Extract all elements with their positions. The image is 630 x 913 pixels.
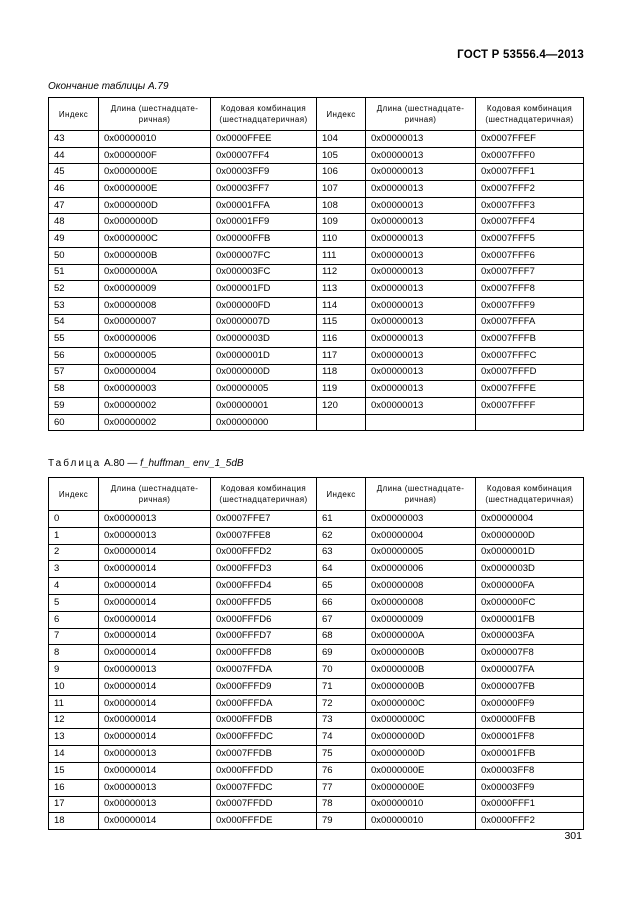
table-cell: 0x00000014 xyxy=(99,594,211,611)
table-cell: 79 xyxy=(317,813,366,830)
table-cell: 0x00000013 xyxy=(366,297,476,314)
table-cell: 0x000000FA xyxy=(476,578,584,595)
table-cell: 0x000007F8 xyxy=(476,645,584,662)
table-cell: 0x0000000F xyxy=(99,147,211,164)
table-cell: 65 xyxy=(317,578,366,595)
table-cell: 0x00000FF9 xyxy=(476,695,584,712)
table-cell: 0x0007FFFD xyxy=(476,364,584,381)
table-cell: 45 xyxy=(49,164,99,181)
table-cell: 17 xyxy=(49,796,99,813)
table-cell: 0x00001FF9 xyxy=(211,214,317,231)
table-cell: 0x0007FFFB xyxy=(476,331,584,348)
table-cell: 0x0007FFDC xyxy=(211,779,317,796)
table-cell: 0x00000014 xyxy=(99,561,211,578)
table-cell: 0x0000000D xyxy=(211,364,317,381)
table-cell: 0x0007FFF1 xyxy=(476,164,584,181)
table-cell: 0x00000013 xyxy=(366,247,476,264)
table-cell: 0x00000013 xyxy=(366,364,476,381)
table-cell: 0x0007FFF0 xyxy=(476,147,584,164)
table-cell: 117 xyxy=(317,347,366,364)
table-cell: 0x0000000D xyxy=(476,527,584,544)
table-cell: 16 xyxy=(49,779,99,796)
table-cell: 0x00000013 xyxy=(366,314,476,331)
table-row xyxy=(49,414,584,431)
table-cell: 0x0000FFEE xyxy=(211,131,317,148)
table-cell: 6 xyxy=(49,611,99,628)
table-cell: 7 xyxy=(49,628,99,645)
table-cell: 0x00000014 xyxy=(99,544,211,561)
table-cell: 0x000FFFD9 xyxy=(211,678,317,695)
table-cell: 0x0007FFF9 xyxy=(476,297,584,314)
table-cell: 0x0007FFF8 xyxy=(476,281,584,298)
table-cell: 0x0000003D xyxy=(476,561,584,578)
table-cell: 0x000FFFDD xyxy=(211,762,317,779)
table-cell: 0x00000003 xyxy=(99,381,211,398)
table-cell: 0x0007FFF6 xyxy=(476,247,584,264)
table-cell: 0x00000002 xyxy=(99,414,211,431)
table-cell: 0x0007FFFC xyxy=(476,347,584,364)
col-header-length: Длина (шестнадцате-ричная) xyxy=(99,478,211,511)
table-cell: 0x000FFFDA xyxy=(211,695,317,712)
table-cell: 0x000003FA xyxy=(476,628,584,645)
table-cell: 0x00000013 xyxy=(99,511,211,528)
table-cell: 0x0000000B xyxy=(366,662,476,679)
table-cell: 8 xyxy=(49,645,99,662)
table-cell: 0x0000000D xyxy=(99,214,211,231)
table-a80 xyxy=(48,477,584,830)
table-cell: 116 xyxy=(317,331,366,348)
table-cell: 75 xyxy=(317,746,366,763)
table-cell: 0x0007FFDD xyxy=(211,796,317,813)
table-cell: 0x000007FB xyxy=(476,678,584,695)
table-cell: 48 xyxy=(49,214,99,231)
table-cell: 108 xyxy=(317,197,366,214)
table-cell: 0x00000004 xyxy=(476,511,584,528)
table-cell: 105 xyxy=(317,147,366,164)
col-header-index: Индекс xyxy=(317,98,366,131)
table-cell: 0x0000000C xyxy=(99,231,211,248)
table-cell: 1 xyxy=(49,527,99,544)
table-row xyxy=(49,347,584,364)
table-cell: 0x0007FFF3 xyxy=(476,197,584,214)
table-cell: 60 xyxy=(49,414,99,431)
table-cell xyxy=(476,414,584,431)
table-row xyxy=(49,746,584,763)
table-cell: 0x00000013 xyxy=(366,331,476,348)
table-row xyxy=(49,364,584,381)
standard-header: ГОСТ Р 53556.4—2013 xyxy=(457,49,584,61)
table-cell: 5 xyxy=(49,594,99,611)
table-cell: 0x0007FFE7 xyxy=(211,511,317,528)
col-header-index: Индекс xyxy=(49,98,99,131)
table-cell: 106 xyxy=(317,164,366,181)
table-cell: 0x00003FF8 xyxy=(476,762,584,779)
table-cell: 11 xyxy=(49,695,99,712)
table-row xyxy=(49,729,584,746)
col-header-code: Кодовая комбинация (шестнадцатеричная) xyxy=(476,98,584,131)
table-a79-end xyxy=(48,97,584,431)
col-header-index: Индекс xyxy=(49,478,99,511)
table-cell: 0x0000000D xyxy=(366,746,476,763)
table-row xyxy=(49,181,584,198)
table-row xyxy=(49,297,584,314)
table-cell: 0x000FFFD6 xyxy=(211,611,317,628)
table-row xyxy=(49,678,584,695)
col-header-code: Кодовая комбинация (шестнадцатеричная) xyxy=(476,478,584,511)
table-cell: 0x00000005 xyxy=(366,544,476,561)
table-row xyxy=(49,544,584,561)
table-row xyxy=(49,527,584,544)
table-cell: 0x00000008 xyxy=(366,578,476,595)
table-row xyxy=(49,561,584,578)
table-row xyxy=(49,164,584,181)
table-cell: 0x00000014 xyxy=(99,729,211,746)
table-cell: 0x00003FF9 xyxy=(476,779,584,796)
table-cell: 15 xyxy=(49,762,99,779)
table-cell: 104 xyxy=(317,131,366,148)
table-cell: 50 xyxy=(49,247,99,264)
table-cell: 53 xyxy=(49,297,99,314)
table-cell: 0x00000013 xyxy=(366,147,476,164)
table-row xyxy=(49,813,584,830)
table-cell: 0x00000010 xyxy=(366,813,476,830)
table-cell: 0x0000000C xyxy=(366,695,476,712)
table-row xyxy=(49,594,584,611)
table-cell: 0x0000000C xyxy=(366,712,476,729)
table-cell: 0x0000000B xyxy=(366,678,476,695)
table-cell: 0x00000014 xyxy=(99,645,211,662)
table-cell: 0x000003FC xyxy=(211,264,317,281)
table-row xyxy=(49,281,584,298)
col-header-code: Кодовая комбинация (шестнадцатеричная) xyxy=(211,98,317,131)
table-cell: 0x0007FFF7 xyxy=(476,264,584,281)
table-cell: 115 xyxy=(317,314,366,331)
table-cell: 0x000000FC xyxy=(476,594,584,611)
table-row xyxy=(49,578,584,595)
table-cell: 2 xyxy=(49,544,99,561)
table-cell: 110 xyxy=(317,231,366,248)
table1-caption: Окончание таблицы А.79 xyxy=(48,81,169,92)
table-cell: 0x00000004 xyxy=(366,527,476,544)
table-cell: 0x0000000A xyxy=(366,628,476,645)
table-cell: 0x00000013 xyxy=(366,398,476,415)
table-cell: 0x0000001D xyxy=(211,347,317,364)
table-cell: 0x0007FFFA xyxy=(476,314,584,331)
table-cell: 0x00000006 xyxy=(99,331,211,348)
table-row xyxy=(49,611,584,628)
table-cell: 13 xyxy=(49,729,99,746)
table-cell: 0x000FFFDC xyxy=(211,729,317,746)
table-cell: 0x00000010 xyxy=(366,796,476,813)
page-number: 301 xyxy=(564,830,582,842)
table-cell: 112 xyxy=(317,264,366,281)
table-cell: 0x00000013 xyxy=(99,527,211,544)
table-cell: 0x00000013 xyxy=(366,281,476,298)
table-cell: 46 xyxy=(49,181,99,198)
table-cell: 0x00000006 xyxy=(366,561,476,578)
table-cell: 71 xyxy=(317,678,366,695)
table-cell: 111 xyxy=(317,247,366,264)
table-row xyxy=(49,264,584,281)
table-cell: 0x00000014 xyxy=(99,578,211,595)
table-cell: 74 xyxy=(317,729,366,746)
table-cell: 0x0007FFFF xyxy=(476,398,584,415)
table-cell: 0x000007FC xyxy=(211,247,317,264)
table-cell: 0x00000014 xyxy=(99,813,211,830)
table-cell: 44 xyxy=(49,147,99,164)
table-cell xyxy=(317,414,366,431)
table-cell: 54 xyxy=(49,314,99,331)
table-cell: 0x00000010 xyxy=(99,131,211,148)
table-cell: 0x000FFFD4 xyxy=(211,578,317,595)
table-cell: 62 xyxy=(317,527,366,544)
table-cell: 0x00000013 xyxy=(366,231,476,248)
table-cell: 63 xyxy=(317,544,366,561)
table-cell: 109 xyxy=(317,214,366,231)
table-cell: 0x000001FB xyxy=(476,611,584,628)
table-cell: 68 xyxy=(317,628,366,645)
table-cell: 0x00000002 xyxy=(99,398,211,415)
table-cell: 64 xyxy=(317,561,366,578)
table-cell: 72 xyxy=(317,695,366,712)
table-cell: 0x00000013 xyxy=(366,197,476,214)
table-cell: 0x0000000E xyxy=(99,164,211,181)
table-cell: 51 xyxy=(49,264,99,281)
table-cell: 66 xyxy=(317,594,366,611)
table-cell: 0x0000FFF1 xyxy=(476,796,584,813)
table-cell: 0x00000014 xyxy=(99,695,211,712)
table-row xyxy=(49,511,584,528)
table-cell: 0x00000009 xyxy=(366,611,476,628)
table-row xyxy=(49,645,584,662)
table-cell: 0x0007FFDB xyxy=(211,746,317,763)
table-cell: 59 xyxy=(49,398,99,415)
table-cell: 118 xyxy=(317,364,366,381)
table-cell: 113 xyxy=(317,281,366,298)
table-cell: 49 xyxy=(49,231,99,248)
table-row xyxy=(49,314,584,331)
table-cell: 0x00000013 xyxy=(366,381,476,398)
table-cell: 0x00000013 xyxy=(366,264,476,281)
table-cell: 0x00000013 xyxy=(99,779,211,796)
table-cell: 4 xyxy=(49,578,99,595)
col-header-length: Длина (шестнадцате-ричная) xyxy=(366,98,476,131)
table-cell: 0x00000013 xyxy=(366,131,476,148)
table-cell: 69 xyxy=(317,645,366,662)
table-cell: 0x00000013 xyxy=(366,181,476,198)
table-cell: 9 xyxy=(49,662,99,679)
table-row xyxy=(49,762,584,779)
table-cell: 56 xyxy=(49,347,99,364)
table-cell: 120 xyxy=(317,398,366,415)
table2-header-row xyxy=(49,478,584,511)
table-cell: 0x0000000B xyxy=(366,645,476,662)
table-cell: 0x00000013 xyxy=(366,214,476,231)
table-cell: 0x00003FF7 xyxy=(211,181,317,198)
table-cell: 0x0000007D xyxy=(211,314,317,331)
table2-caption-prefix: Таблица xyxy=(48,458,102,469)
table-cell: 0x000FFFDE xyxy=(211,813,317,830)
table-cell: 73 xyxy=(317,712,366,729)
table-cell: 0x0000FFF2 xyxy=(476,813,584,830)
table2-caption-name: f_huffman_ env_1_5dB xyxy=(140,458,244,469)
table-cell: 119 xyxy=(317,381,366,398)
table-cell: 57 xyxy=(49,364,99,381)
table-cell: 43 xyxy=(49,131,99,148)
table-cell: 0x00000009 xyxy=(99,281,211,298)
table-cell: 61 xyxy=(317,511,366,528)
table-cell: 0x0000000E xyxy=(366,762,476,779)
table-row xyxy=(49,147,584,164)
table-cell: 0x00000001 xyxy=(211,398,317,415)
table-row xyxy=(49,695,584,712)
table-row xyxy=(49,331,584,348)
table-row xyxy=(49,779,584,796)
col-header-code: Кодовая комбинация (шестнадцатеричная) xyxy=(211,478,317,511)
table-cell: 70 xyxy=(317,662,366,679)
table-cell: 0x00000007 xyxy=(99,314,211,331)
table-cell: 0x0007FFE8 xyxy=(211,527,317,544)
table-cell: 78 xyxy=(317,796,366,813)
table-cell: 0x00000003 xyxy=(366,511,476,528)
table-cell: 10 xyxy=(49,678,99,695)
table-row xyxy=(49,214,584,231)
table-cell: 0x000FFFD2 xyxy=(211,544,317,561)
table-row xyxy=(49,247,584,264)
table-cell: 0x00000005 xyxy=(99,347,211,364)
table-cell: 0x00000008 xyxy=(99,297,211,314)
table-cell: 0 xyxy=(49,511,99,528)
table-cell: 0x00000FFB xyxy=(476,712,584,729)
table-cell: 0x0000000B xyxy=(99,247,211,264)
table-cell: 0x000007FA xyxy=(476,662,584,679)
table-cell: 0x00000014 xyxy=(99,712,211,729)
table-cell: 0x000FFFD8 xyxy=(211,645,317,662)
table-cell: 52 xyxy=(49,281,99,298)
table-cell: 18 xyxy=(49,813,99,830)
table-cell: 0x000FFFD5 xyxy=(211,594,317,611)
table-cell: 0x00001FF8 xyxy=(476,729,584,746)
table-cell: 0x00000013 xyxy=(366,347,476,364)
table-cell: 0x000FFFDB xyxy=(211,712,317,729)
table-row xyxy=(49,381,584,398)
table-row xyxy=(49,628,584,645)
table-cell: 0x0000000E xyxy=(366,779,476,796)
table-cell: 114 xyxy=(317,297,366,314)
table-cell: 76 xyxy=(317,762,366,779)
table-row xyxy=(49,131,584,148)
table-cell: 0x0000001D xyxy=(476,544,584,561)
table-cell xyxy=(366,414,476,431)
table-cell: 0x00000008 xyxy=(366,594,476,611)
table-cell: 0x00000013 xyxy=(99,796,211,813)
table-cell: 0x0000003D xyxy=(211,331,317,348)
table-cell: 0x0000000E xyxy=(99,181,211,198)
table1-header-row xyxy=(49,98,584,131)
table-cell: 0x000000FD xyxy=(211,297,317,314)
table-cell: 0x0007FFF2 xyxy=(476,181,584,198)
table-cell: 0x00000014 xyxy=(99,611,211,628)
table-cell: 0x0000000D xyxy=(99,197,211,214)
table-cell: 14 xyxy=(49,746,99,763)
table-cell: 0x00000014 xyxy=(99,762,211,779)
table-cell: 0x0007FFEF xyxy=(476,131,584,148)
table-row xyxy=(49,796,584,813)
table-cell: 58 xyxy=(49,381,99,398)
table-cell: 0x00000014 xyxy=(99,628,211,645)
table-cell: 0x0007FFF4 xyxy=(476,214,584,231)
table-row xyxy=(49,712,584,729)
table-cell: 0x0007FFF5 xyxy=(476,231,584,248)
col-header-length: Длина (шестнадцате-ричная) xyxy=(99,98,211,131)
table-cell: 0x0000000A xyxy=(99,264,211,281)
table-cell: 0x00003FF9 xyxy=(211,164,317,181)
table-cell: 47 xyxy=(49,197,99,214)
table-cell: 0x000001FD xyxy=(211,281,317,298)
table-cell: 0x00000013 xyxy=(366,164,476,181)
table-cell: 0x0007FFFE xyxy=(476,381,584,398)
table-cell: 0x00001FFA xyxy=(211,197,317,214)
table-cell: 3 xyxy=(49,561,99,578)
table-cell: 0x00007FF4 xyxy=(211,147,317,164)
table-cell: 0x00000005 xyxy=(211,381,317,398)
table-cell: 0x00000000 xyxy=(211,414,317,431)
col-header-length: Длина (шестнадцате-ричная) xyxy=(366,478,476,511)
table2-caption xyxy=(48,458,244,469)
table-cell: 12 xyxy=(49,712,99,729)
table-row xyxy=(49,662,584,679)
table-row xyxy=(49,398,584,415)
table-cell: 0x0000000D xyxy=(366,729,476,746)
table-cell: 0x000FFFD7 xyxy=(211,628,317,645)
table-row xyxy=(49,231,584,248)
table-cell: 0x0007FFDA xyxy=(211,662,317,679)
table-cell: 0x00000FFB xyxy=(211,231,317,248)
table-row xyxy=(49,197,584,214)
col-header-index: Индекс xyxy=(317,478,366,511)
table-cell: 0x00000014 xyxy=(99,678,211,695)
table-cell: 0x00001FFB xyxy=(476,746,584,763)
table2-caption-number: А.80 — xyxy=(104,458,138,469)
table-cell: 67 xyxy=(317,611,366,628)
table-cell: 107 xyxy=(317,181,366,198)
table-cell: 0x00000013 xyxy=(99,746,211,763)
table-cell: 77 xyxy=(317,779,366,796)
table-cell: 55 xyxy=(49,331,99,348)
table-cell: 0x000FFFD3 xyxy=(211,561,317,578)
table-cell: 0x00000004 xyxy=(99,364,211,381)
table-cell: 0x00000013 xyxy=(99,662,211,679)
